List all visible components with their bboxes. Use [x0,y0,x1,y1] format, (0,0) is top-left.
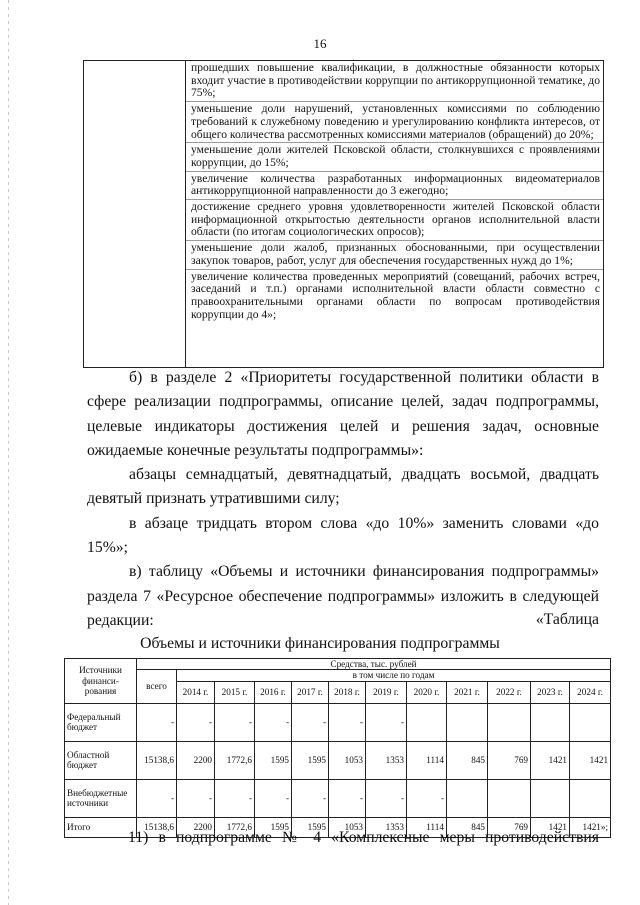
finance-row-source: Внебюджетные источники [65,779,137,817]
indicator-item: уменьшение доли жителей Псковской области, столкнувшихся с проявлениями коррупции, до 15%; [186,143,603,171]
finance-cell: 1353 [366,741,407,779]
finance-cell [447,779,488,817]
year-header: 2014 г. [177,681,215,703]
finance-cell: - [407,779,447,817]
finance-cell: 1595 [255,741,292,779]
indicator-item: уменьшение доли жалоб, признанных обоснованными, при осуществлении закупок товаров, работ, услуг для обеспечения государственных нужд до 1%; [186,241,603,269]
indicators-table-left-cell [84,61,186,368]
finance-cell: 15138,6 [137,817,177,837]
finance-cell: 1114 [407,817,447,837]
indicator-item: увеличение количества проведенных мероприятий (совещаний, рабочих встреч, заседаний и т.п.) органами исполнительной власти области совместно с правоохранительными органами области по вопросам противодействия коррупции до 4»; [191,269,600,321]
finance-cell: 1772,6 [215,741,255,779]
year-header: 2015 г. [215,681,255,703]
finance-cell: - [177,703,215,741]
finance-row [65,779,611,817]
finance-cell: - [137,703,177,741]
finance-row [65,741,611,779]
finance-cell: 2200 [177,741,215,779]
finance-cell: 1053 [329,741,366,779]
finance-cell: 1595 [292,741,329,779]
finance-cell: 1353 [366,817,407,837]
finance-cell [570,703,611,741]
finance-cell: 769 [488,741,531,779]
year-header: 2020 г. [407,681,447,703]
paragraph-subprogram-4: 11) в подпрограмме № 4 «Комплексные меры противодействия [128,829,599,846]
finance-cell: 845 [447,817,488,837]
finance-cell: - [292,779,329,817]
indicators-table-right-cell [186,61,604,368]
year-header: 2016 г. [255,681,292,703]
year-header: 2021 г. [447,681,488,703]
finance-cell: 1421»; [570,817,611,837]
finance-row-source: Итого [65,817,137,837]
binding-margin-line [8,0,9,905]
finance-cell [447,703,488,741]
finance-cell [488,779,531,817]
indicator-item: уменьшение доли нарушений, установленных комиссиями по соблюдению требований к служебному поведению и урегулированию конфликта интересов, от общего количества рассмотренных комиссиями материалов (обращений) до 20%; [186,102,603,143]
finance-table [64,658,611,838]
finance-cell: - [215,703,255,741]
finance-cell: - [329,703,366,741]
finance-cell: 845 [447,741,488,779]
finance-row [65,703,611,741]
year-header: 2023 г. [531,681,570,703]
paragraph-replace-words: в абзаце тридцать втором слова «до 10%» заменить словами «до 15%»; [87,514,599,557]
finance-cell: - [329,779,366,817]
finance-cell [488,703,531,741]
finance-cell: - [366,779,407,817]
finance-cell: 1421 [570,741,611,779]
year-header: 2017 г. [292,681,329,703]
finance-row-source: Федеральный бюджет [65,703,137,741]
year-header: 2024 г. [570,681,611,703]
table-label: «Таблица [535,611,599,628]
finance-cell: 1114 [407,741,447,779]
finance-cell [407,703,447,741]
paragraph-table-revision: в) таблицу «Объемы и источники финансирования подпрограммы» раздела 7 «Ресурсное обеспечение подпрограммы» изложить в следующей редакции: [87,563,599,629]
finance-cell: - [292,703,329,741]
year-header: 2018 г. [329,681,366,703]
finance-cell: 1421 [531,817,570,837]
finance-cell [531,779,570,817]
total-header: всего [137,670,177,703]
table-caption: Объемы и источники финансирования подпрограммы [140,635,500,652]
finance-cell: - [255,779,292,817]
finance-cell [570,779,611,817]
finance-cell: 1595 [255,817,292,837]
finance-cell: 2200 [177,817,215,837]
finance-cell: - [137,779,177,817]
body-text [87,366,599,633]
indicator-item: увеличение количества разработанных информационных видеоматериалов антикоррупционной направленности до 3 ежегодно; [186,172,603,200]
finance-cell [531,703,570,741]
finance-cell: - [255,703,292,741]
finance-cell: 1595 [292,817,329,837]
indicators-list [186,61,603,322]
funds-header: Средства, тыс. рублей [137,659,611,670]
finance-cell: 1053 [329,817,366,837]
finance-cell: - [215,779,255,817]
finance-cell: 1772,6 [215,817,255,837]
paragraph-section-2: б) в разделе 2 «Приоритеты государственной политики области в сфере реализации подпрограммы, описание целей, задач подпрограммы, целевые индикаторы достижения целей и решения задач, основные ожидаемые конечные результаты подпрограммы»: [87,369,599,459]
year-header: 2022 г. [488,681,531,703]
finance-cell: 769 [488,817,531,837]
indicators-table [83,60,604,368]
source-header: Источники финанси-рования [65,659,137,704]
finance-cell: 15138,6 [137,741,177,779]
page-number: 16 [313,36,327,51]
by-year-header: в том числе по годам [177,670,611,681]
paragraph-repealed-paragraphs: абзацы семнадцатый, девятнадцатый, двадцать восьмой, двадцать девятый признать утратившими силу; [87,466,599,508]
finance-cell: - [177,779,215,817]
indicator-item: прошедших повышение квалификации, в должностные обязанности которых входит участие в противодействии коррупции по антикоррупционной тематике, до 75%; [186,61,603,102]
indicator-item: достижение среднего уровня удовлетворенности жителей Псковской области информационной открытостью деятельности органов исполнительной власти области (по итогам социологических опросов); [186,200,603,241]
finance-cell: - [366,703,407,741]
finance-row-source: Областной бюджет [65,741,137,779]
finance-cell: 1421 [531,741,570,779]
year-header: 2019 г. [366,681,407,703]
